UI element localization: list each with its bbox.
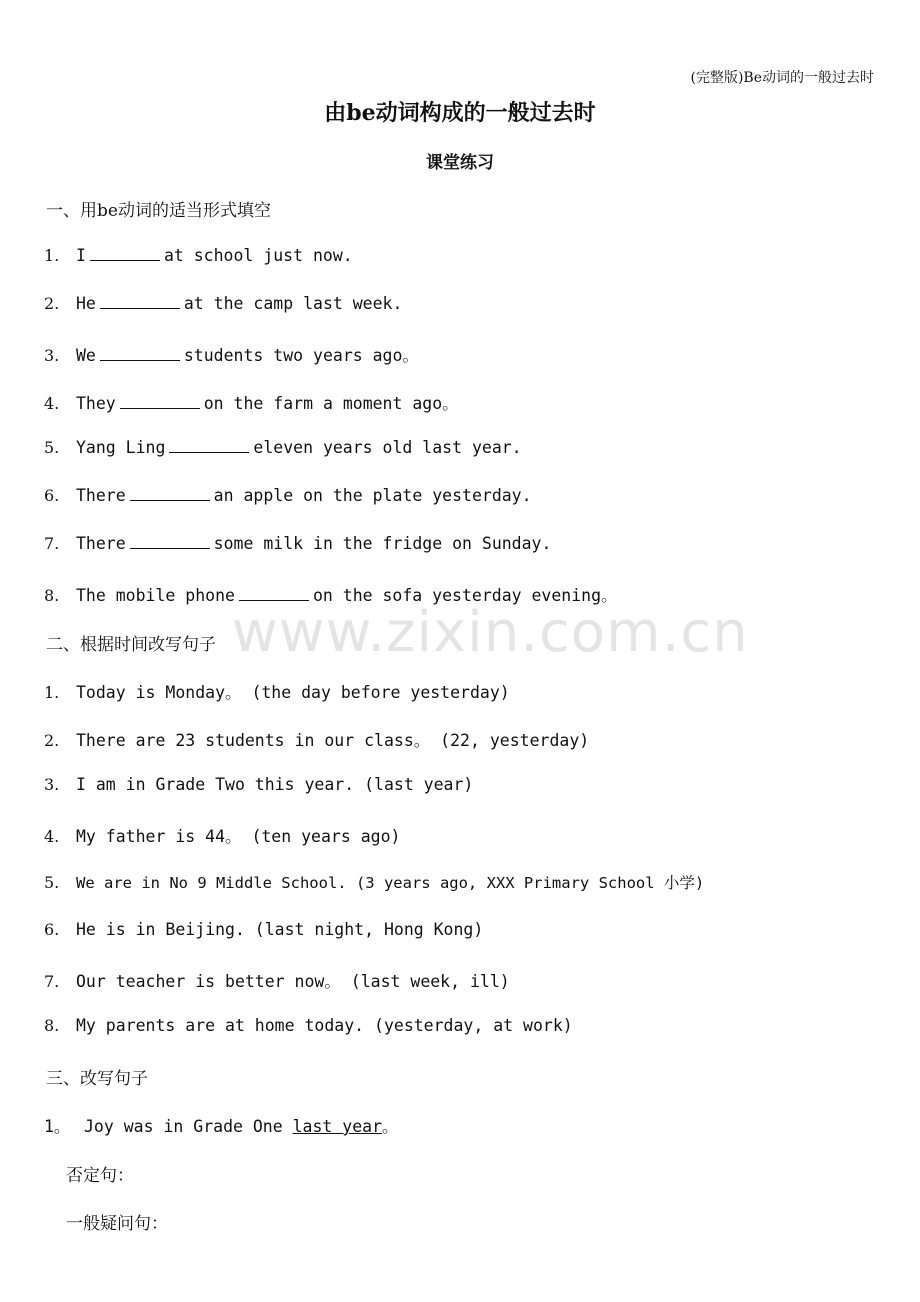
answer-blank[interactable]: [100, 346, 180, 361]
item-number: 2.: [44, 294, 60, 313]
rewrite-item-1: [44, 679, 510, 703]
rewrite-item-2: [44, 727, 589, 751]
item-number: 2.: [44, 731, 60, 750]
section1-heading: 一、用be动词的适当形式填空: [46, 201, 271, 221]
item-text: We are in No 9 Middle School. (3 years ago, XXX Primary School 小学): [76, 874, 705, 892]
answer-blank[interactable]: [169, 438, 249, 453]
fill-item-2: [44, 294, 402, 313]
underlined-phrase: last year: [292, 1117, 383, 1136]
item-text: He is in Beijing. (last night, Hong Kong): [76, 920, 484, 939]
answer-blank[interactable]: [120, 394, 200, 409]
item-text-before: Yang Ling: [76, 438, 166, 457]
item-number: 6.: [44, 920, 60, 939]
item-number: 1。: [44, 1117, 71, 1136]
section2-heading: 二、根据时间改写句子: [46, 635, 216, 655]
item-number: 5.: [44, 438, 60, 457]
item-text-after: an apple on the plate yesterday.: [213, 486, 532, 505]
item-number: 3.: [44, 775, 60, 794]
item-text-before: They: [76, 394, 116, 413]
item-number: 1.: [44, 683, 60, 702]
page-title: 由be动词构成的一般过去时: [324, 100, 596, 126]
answer-blank[interactable]: [130, 534, 210, 549]
item-number: 8.: [44, 1016, 60, 1035]
rewrite-item-7: [44, 968, 510, 992]
item-number: 1.: [44, 246, 60, 265]
item-text: My parents are at home today. (yesterday, at work): [76, 1016, 573, 1035]
item-text-after: at the camp last week.: [183, 294, 403, 313]
fill-item-3: [44, 342, 419, 366]
rewrite-item-4: [44, 823, 400, 847]
item-text-before: There: [76, 486, 126, 505]
answer-blank[interactable]: [90, 246, 160, 261]
item-text-after: at school just now.: [163, 246, 353, 265]
item-text-after: on the sofa yesterday evening。: [312, 586, 618, 605]
item-number: 8.: [44, 586, 60, 605]
item-text-before: The mobile phone: [76, 586, 235, 605]
item-text-after: some milk in the fridge on Sunday.: [213, 534, 552, 553]
fill-item-4: [44, 390, 459, 414]
item-text: Our teacher is better now。 (last week, ill): [76, 972, 510, 991]
item-text-before: There: [76, 534, 126, 553]
item-text-after: on the farm a moment ago。: [203, 394, 459, 413]
watermark: www.zixin.com.cn: [232, 600, 749, 665]
fill-item-1: [44, 246, 353, 265]
item-number: 4.: [44, 394, 60, 413]
item-text-before: We: [76, 346, 96, 365]
header-note: (完整版)Be动词的一般过去时: [690, 70, 874, 86]
item-number: 6.: [44, 486, 60, 505]
item-text: I am in Grade Two this year. (last year): [76, 775, 474, 794]
transform-item-1: [44, 1113, 399, 1137]
negative-sentence-label: 否定句：: [66, 1166, 134, 1186]
item-number: 3.: [44, 346, 60, 365]
fill-item-6: [44, 486, 532, 505]
rewrite-item-8: [44, 1016, 573, 1035]
item-text-after: 。: [382, 1117, 399, 1136]
item-text-before: He: [76, 294, 96, 313]
answer-blank[interactable]: [239, 586, 309, 601]
answer-blank[interactable]: [130, 486, 210, 501]
item-number: 5.: [44, 873, 60, 892]
fill-item-7: [44, 534, 551, 553]
section3-heading: 三、改写句子: [46, 1069, 148, 1089]
question-sentence-label: 一般疑问句：: [66, 1214, 168, 1234]
item-number: 7.: [44, 972, 60, 991]
item-text-before: I: [76, 246, 86, 265]
item-number: 4.: [44, 827, 60, 846]
item-text: There are 23 students in our class。 (22, yesterday): [76, 731, 590, 750]
item-number: 7.: [44, 534, 60, 553]
item-text: Today is Monday。 (the day before yesterday): [76, 683, 510, 702]
item-text: My father is 44。 (ten years ago): [76, 827, 401, 846]
rewrite-item-6: [44, 920, 483, 939]
item-text-after: students two years ago。: [183, 346, 419, 365]
fill-item-5: [44, 438, 522, 457]
answer-blank[interactable]: [100, 294, 180, 309]
item-text-after: eleven years old last year.: [253, 438, 522, 457]
rewrite-item-3: [44, 775, 473, 794]
page-subtitle: 课堂练习: [426, 153, 494, 173]
item-text-before: Joy was in Grade One: [84, 1117, 283, 1136]
rewrite-item-5: [44, 871, 704, 893]
